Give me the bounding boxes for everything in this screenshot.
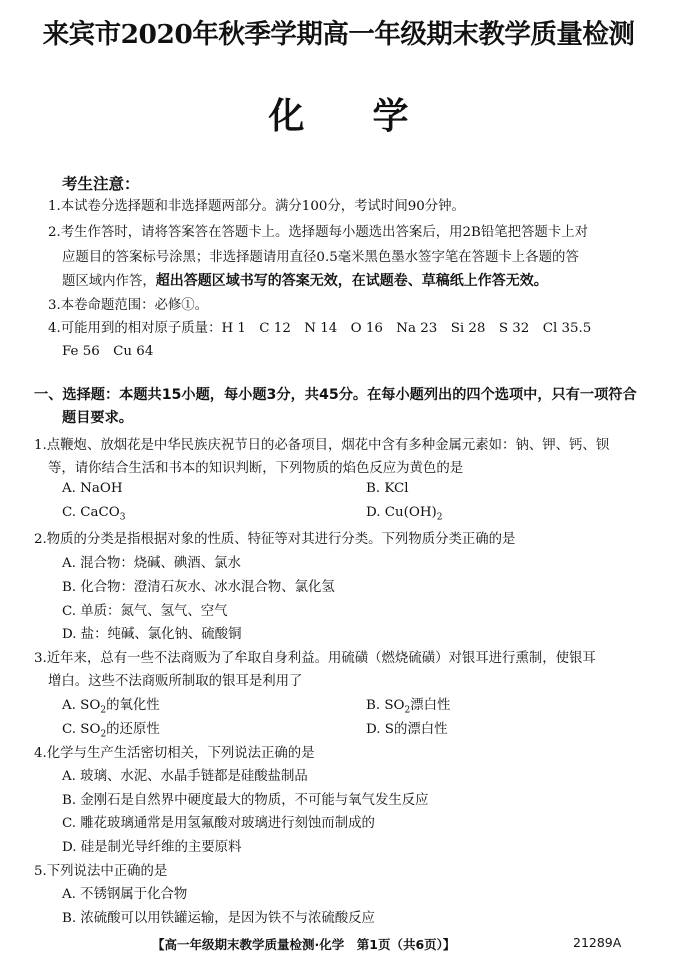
notice-heading: 考生注意：	[62, 175, 140, 193]
notice-item-2: 2.考生作答时，请将答案答在答题卡上。选择题每小题选出答案后，用2B铅笔把答题卡上对	[48, 225, 588, 240]
notice-item-1: 1.本试卷分选择题和非选择题两部分。满分100分，考试时间90分钟。	[48, 199, 465, 214]
q5-option-a: A. 不锈钢属于化合物	[62, 887, 188, 902]
q3-option-c-sub: 2	[100, 729, 107, 740]
footer-text: 【高一年级期末教学质量检测·化学 第1页（共6页）】	[152, 937, 456, 952]
q3-stem: 3.近年来，总有一些不法商贩为了牟取自身利益。用硫磺（燃烧硫磺）对银耳进行熏制，使银耳	[34, 651, 596, 666]
q4-option-d: D. 硅是制光导纤维的主要原料	[62, 840, 242, 855]
section-heading: 一、选择题：本题共15小题，每小题3分，共45分。在每小题列出的四个选项中，只有一项符合	[34, 387, 637, 403]
q2-stem: 2.物质的分类是指根据对象的性质、特征等对其进行分类。下列物质分类正确的是	[34, 532, 516, 547]
exam-title: 来宾市2020年秋季学期高一年级期末教学质量检测	[42, 19, 635, 50]
subject-char-1: 化	[268, 95, 305, 137]
q3-option-c-post: 的还原性	[106, 722, 160, 737]
q3-stem-cont: 增白。这些不法商贩所制取的银耳是利用了	[48, 674, 303, 689]
subject-char-2: 学	[372, 95, 409, 137]
q1-stem-cont: 等，请你结合生活和书本的知识判断，下列物质的焰色反应为黄色的是	[48, 461, 464, 476]
q2-option-a: A. 混合物：烧碱、碘酒、氯水	[62, 556, 241, 571]
footer-code: 21289A	[573, 935, 622, 950]
notice-item-3: 3.本卷命题范围：必修①。	[48, 298, 209, 313]
q1-option-c	[62, 505, 125, 523]
q1-option-d-text: D. Cu(OH)	[366, 505, 437, 520]
q4-option-c: C. 雕花玻璃通常是用氢氟酸对玻璃进行刻蚀而制成的	[62, 816, 375, 831]
q3-option-b-pre: B. SO	[366, 698, 405, 713]
notice-item-2-end-text: 题区域内作答，	[62, 274, 156, 289]
notice-item-4-cont: Fe 56 Cu 64	[62, 344, 154, 359]
q1-option-b: B. KCl	[366, 481, 409, 496]
q2-option-b: B. 化合物：澄清石灰水、冰水混合物、氯化氢	[62, 580, 335, 595]
notice-item-4: 4.可能用到的相对原子质量：H 1 C 12 N 14 O 16 Na 23 Si 28 S 32 Cl 35.5	[48, 321, 592, 336]
q2-option-c: C. 单质：氮气、氢气、空气	[62, 604, 228, 619]
q2-option-d: D. 盐：纯碱、氯化钠、硫酸铜	[62, 627, 242, 642]
q1-option-a: A. NaOH	[62, 481, 123, 496]
q1-option-c-text: C. CaCO	[62, 505, 120, 520]
q1-stem: 1.点鞭炮、放烟花是中华民族庆祝节日的必备项目，烟花中含有多种金属元素如：钠、钾、钙、钡	[34, 438, 610, 453]
notice-emphasis: 超出答题区域书写的答案无效，在试题卷、草稿纸上作答无效。	[155, 273, 548, 289]
q5-stem: 5.下列说法中正确的是	[34, 864, 168, 879]
q1-option-d-sub: 2	[436, 512, 443, 523]
q3-option-a-pre: A. SO	[62, 698, 101, 713]
q3-option-d: D. S的漂白性	[366, 722, 448, 737]
q1-option-c-sub: 3	[119, 512, 126, 523]
q3-option-a-sub: 2	[100, 705, 107, 716]
subject-title	[0, 88, 677, 139]
q3-option-c	[62, 718, 160, 740]
q3-option-b-sub: 2	[404, 705, 411, 716]
q4-option-a: A. 玻璃、水泥、水晶手链都是硅酸盐制品	[62, 769, 308, 784]
q3-option-a-post: 的氧化性	[106, 698, 160, 713]
q3-option-b-post: 漂白性	[410, 698, 451, 713]
notice-item-2-cont: 应题目的答案标号涂黑；非选择题请用直径0.5毫米黑色墨水签字笔在答题卡上各题的答	[62, 250, 579, 265]
q1-option-d	[366, 505, 442, 523]
q3-option-a	[62, 694, 160, 716]
q5-option-b: B. 浓硫酸可以用铁罐运输，是因为铁不与浓硫酸反应	[62, 911, 375, 926]
q4-stem: 4.化学与生产生活密切相关，下列说法正确的是	[34, 746, 315, 761]
section-heading-cont: 题目要求。	[62, 410, 133, 426]
q3-option-b	[366, 694, 450, 716]
notice-item-2-end	[62, 270, 548, 290]
q3-option-c-pre: C. SO	[62, 722, 101, 737]
q4-option-b: B. 金刚石是自然界中硬度最大的物质，不可能与氧气发生反应	[62, 793, 429, 808]
